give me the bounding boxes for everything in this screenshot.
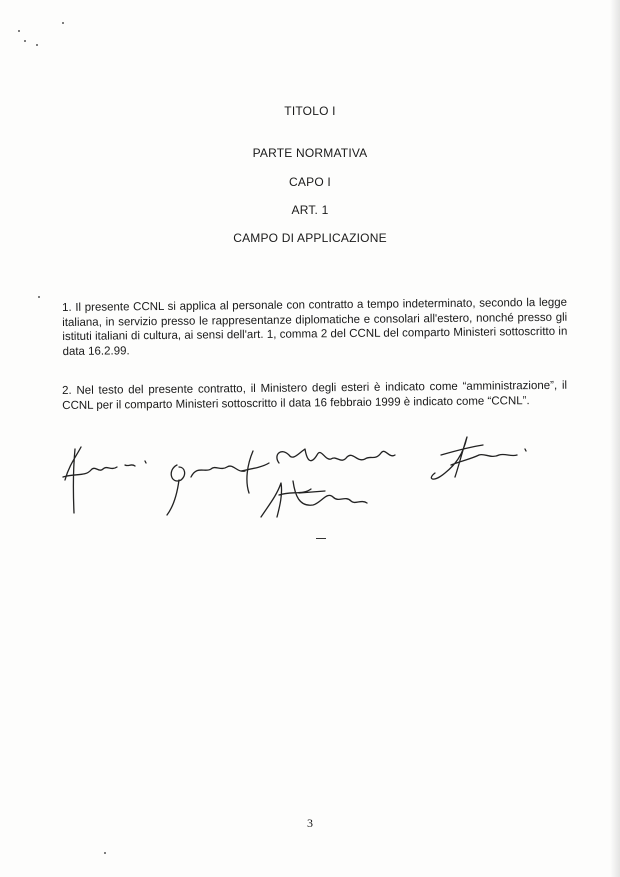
part-heading: PARTE NORMATIVA: [252, 146, 368, 160]
scan-speck: [36, 44, 38, 46]
scan-speck: [38, 296, 40, 298]
scan-speck: [104, 852, 106, 854]
separator-mark: [316, 538, 326, 539]
page-number: 3: [307, 816, 313, 830]
scan-speck: [24, 40, 26, 42]
article-heading: ART. 1: [291, 203, 329, 217]
chapter-heading: CAPO I: [289, 175, 331, 189]
signature-3: [277, 449, 395, 463]
signature-5: [431, 437, 526, 479]
paragraph-1: 1. Il presente CCNL si applica al personale con contratto a tempo indeterminato, secondo la legge italiana, in servizio presso le rappresentanze diplomatiche e consolari all'estero, nonché presso gli istituti italiani di cultura, ai sensi dell'art. 1, comma 2 del CCNL del comparto Ministeri sottoscritto in data 16.2.99.: [62, 296, 568, 358]
scan-edge-shadow: [610, 0, 620, 877]
signature-2: [167, 451, 269, 515]
title-heading: TITOLO I: [284, 104, 336, 118]
article-subject-heading: CAMPO DI APPLICAZIONE: [233, 231, 387, 245]
scan-speck: [18, 30, 20, 32]
signatures-block: [55, 425, 535, 525]
signature-4: [261, 481, 367, 517]
signature-1: [63, 447, 146, 513]
scan-speck: [62, 22, 64, 24]
paragraph-2: 2. Nel testo del presente contratto, il Ministero degli esteri è indicato come “amministrazione”, il CCNL per il comparto Ministeri sottoscritto il data 16 febbraio 1999 è indicato come “CCNL”.: [62, 379, 568, 412]
